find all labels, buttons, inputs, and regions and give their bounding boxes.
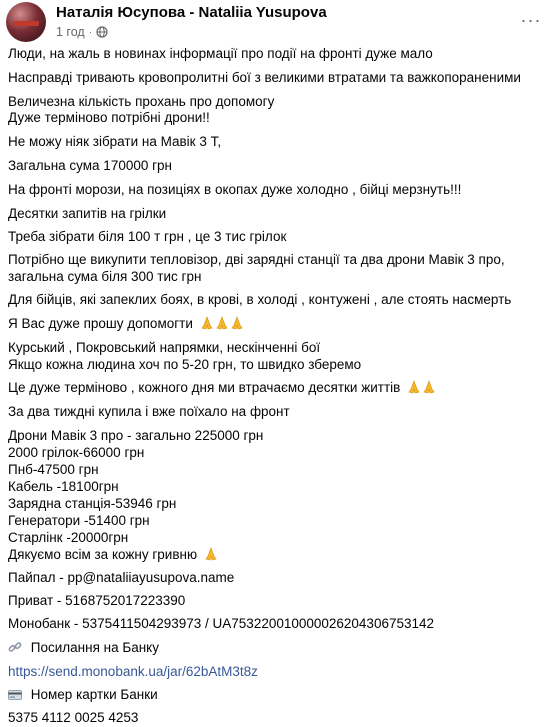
text-line: Генератори -51400 грн: [8, 513, 150, 528]
text-line: Монобанк - 5375411504293973 / UA753220010000026204306753142: [8, 616, 435, 631]
text-line: Дуже терміново потрібні дрони!!: [8, 110, 210, 125]
jar-link[interactable]: https://send.monobank.ua/jar/62bAtM3t8z: [8, 664, 258, 679]
text-line: Треба зібрати біля 100 т грн , це 3 тис грілок: [8, 229, 287, 244]
text-line: Люди, на жаль в новинах інформації про події на фронті дуже мало: [8, 46, 433, 61]
praying-hands-icon: [204, 547, 218, 561]
praying-hands-icon: [422, 380, 436, 394]
credit-card-icon: [8, 689, 22, 701]
text-line: Зарядна станція-53946 грн: [8, 496, 177, 511]
text-line: Курський , Покровський напрямки, нескінченні бої: [8, 340, 321, 355]
text-line: Старлінк -20000грн: [8, 530, 129, 545]
post-time[interactable]: 1 год: [56, 25, 85, 39]
text-line: Для бійців, які запеклих боях, в крові, в холоді , контужені , але стоять насмерть: [8, 292, 512, 307]
text-line: Насправді тривають кровопролитні бої з великими втратами та важкопораненими: [8, 70, 521, 85]
text-line-with-emoji: [8, 378, 436, 397]
text-line-with-emoji: [8, 545, 218, 564]
text-line: загальна сума біля 300 тис грн: [8, 269, 202, 284]
text-line: Дрони Мавік 3 про - загально 225000 грн: [8, 428, 264, 443]
avatar-logo-badge: [13, 21, 39, 26]
globe-icon[interactable]: [96, 26, 108, 38]
praying-hands-emoji: [204, 547, 218, 561]
more-options-icon[interactable]: ···: [520, 9, 542, 30]
text-line: Потрібно ще викупити тепловізор, дві зарядні станції та два дрони Мавік 3 про,: [8, 252, 505, 267]
author-avatar[interactable]: [6, 2, 46, 42]
text-line-with-emoji: [8, 314, 244, 333]
link-icon: [8, 640, 22, 654]
text-line: Посилання на Банку: [30, 640, 159, 655]
praying-hands-icon: [230, 316, 244, 330]
text-line: За два тиждні купила і вже поїхало на фронт: [8, 404, 290, 419]
text-line: На фронті морози, на позиціях в окопах дуже холодно , бійці мерзнуть!!!: [8, 182, 462, 197]
text-line: 2000 грілок-66000 грн: [8, 445, 145, 460]
text-line: Пайпал - pp@nataliiayusupova.name: [8, 570, 235, 585]
text-line: Десятки запитів на грілки: [8, 206, 167, 221]
text-line: Я Вас дуже прошу допомогти: [8, 316, 193, 331]
text-line: Приват - 5168752017223390: [8, 593, 186, 608]
text-line: Дякуємо всім за кожну гривню: [8, 547, 198, 562]
text-line: Загальна сума 170000 грн: [8, 158, 172, 173]
text-line: 5375 4112 0025 4253: [8, 710, 139, 725]
post-header: [0, 0, 559, 44]
praying-hands-icon: [215, 316, 229, 330]
praying-hands-emoji: [200, 316, 244, 330]
meta-separator: ·: [88, 26, 93, 38]
praying-hands-emoji: [407, 380, 436, 394]
praying-hands-icon: [407, 380, 421, 394]
post-meta: [56, 24, 108, 40]
text-line: Номер картки Банки: [30, 687, 158, 702]
text-line: Пнб-47500 грн: [8, 462, 99, 477]
text-line: Кабель -18100грн: [8, 479, 119, 494]
text-line: Це дуже терміново , кожного дня ми втрачаємо десятки життів: [8, 380, 401, 395]
text-line-with-icon: [8, 638, 159, 657]
author-name[interactable]: Наталія Юсупова - Nataliia Yusupova: [56, 4, 327, 21]
text-line: Не можу ніяк зібрати на Мавік 3 Т,: [8, 134, 222, 149]
text-line: Величезна кількість прохань про допомогу: [8, 94, 275, 109]
praying-hands-icon: [200, 316, 214, 330]
text-line: Якщо кожна людина хоч по 5-20 грн, то швидко зберемо: [8, 357, 362, 372]
text-line-with-icon: [8, 685, 158, 704]
